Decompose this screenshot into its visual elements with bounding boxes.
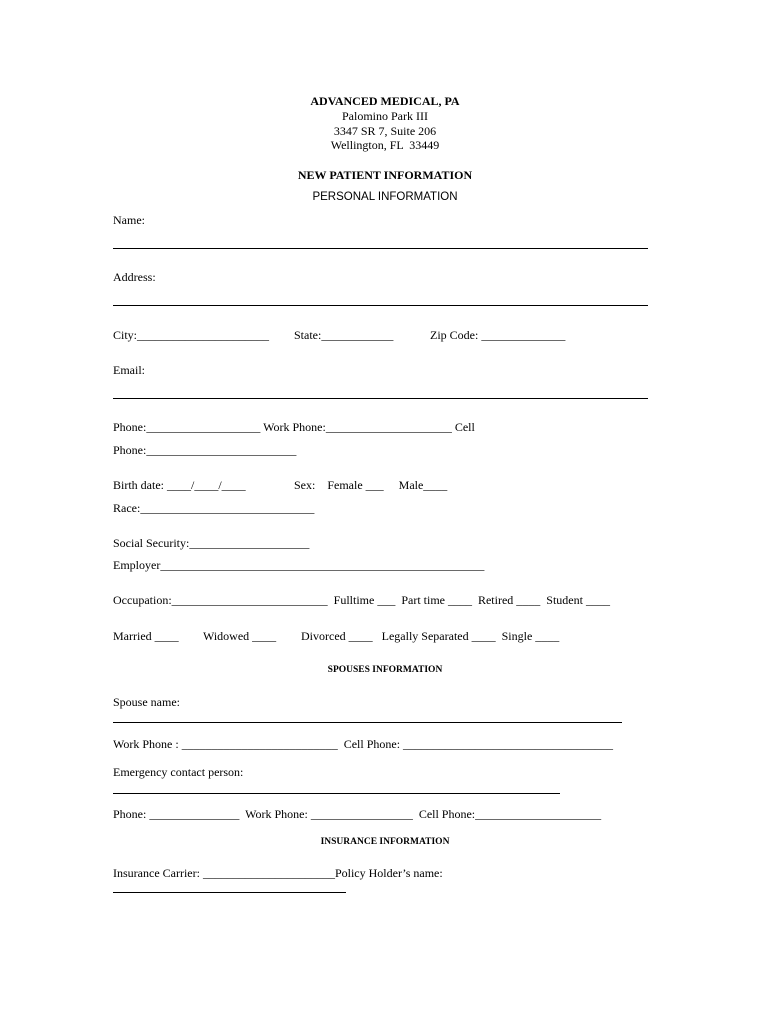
email-line[interactable] xyxy=(113,398,648,399)
policy-holder-line[interactable] xyxy=(113,892,346,893)
social-security-field[interactable]: Social Security:____________________ xyxy=(113,536,310,550)
insurance-section-title: INSURANCE INFORMATION xyxy=(320,837,450,847)
birth-date-field[interactable]: Birth date: ____/____/____ xyxy=(113,478,246,492)
cell-phone-field[interactable]: Phone:_________________________ xyxy=(113,443,297,457)
city-field[interactable]: City:______________________ xyxy=(113,328,270,342)
address-line-1: Palomino Park III xyxy=(342,109,428,123)
name-label: Name: xyxy=(113,213,145,227)
form-title: NEW PATIENT INFORMATION xyxy=(297,168,473,182)
name-line[interactable] xyxy=(113,248,648,249)
zip-field[interactable]: Zip Code: ______________ xyxy=(430,328,566,342)
emergency-phones-field[interactable]: Phone: _______________ Work Phone: _________________ Cell Phone:_____________________ xyxy=(113,807,602,821)
spouse-name-label: Spouse name: xyxy=(113,695,180,709)
email-label: Email: xyxy=(113,363,145,377)
employer-field[interactable]: Employer______________________________________________________ xyxy=(113,558,485,572)
state-field[interactable]: State:____________ xyxy=(294,328,394,342)
race-field[interactable]: Race:_____________________________ xyxy=(113,501,315,515)
address-line[interactable] xyxy=(113,305,648,306)
address-label: Address: xyxy=(113,270,156,284)
occupation-field[interactable]: Occupation:__________________________ Fulltime ___ Part time ____ Retired ____ Student ____ xyxy=(113,593,610,607)
emergency-contact-line[interactable] xyxy=(113,793,560,794)
spouse-work-cell-field[interactable]: Work Phone : __________________________ Cell Phone: ___________________________________ xyxy=(113,737,614,751)
address-line-3: Wellington, FL 33449 xyxy=(330,138,440,152)
spouse-name-line[interactable] xyxy=(113,722,622,723)
sex-field[interactable]: Sex: Female ___ Male____ xyxy=(294,478,448,492)
org-name: ADVANCED MEDICAL, PA xyxy=(310,94,460,108)
widowed-field[interactable]: Widowed ____ xyxy=(203,629,277,643)
insurance-carrier-field[interactable]: Insurance Carrier: ______________________Policy Holder’s name: xyxy=(113,866,443,880)
phone-work-phone-field[interactable]: Phone:___________________ Work Phone:_____________________ Cell xyxy=(113,420,475,434)
spouse-section-title: SPOUSES INFORMATION xyxy=(327,665,443,675)
personal-section-title: PERSONAL INFORMATION xyxy=(312,191,458,203)
divorced-separated-single-field[interactable]: Divorced ____ Legally Separated ____ Single ____ xyxy=(301,629,560,643)
married-field[interactable]: Married ____ xyxy=(113,629,179,643)
address-line-2: 3347 SR 7, Suite 206 xyxy=(333,124,437,138)
emergency-contact-label: Emergency contact person: xyxy=(113,765,244,779)
